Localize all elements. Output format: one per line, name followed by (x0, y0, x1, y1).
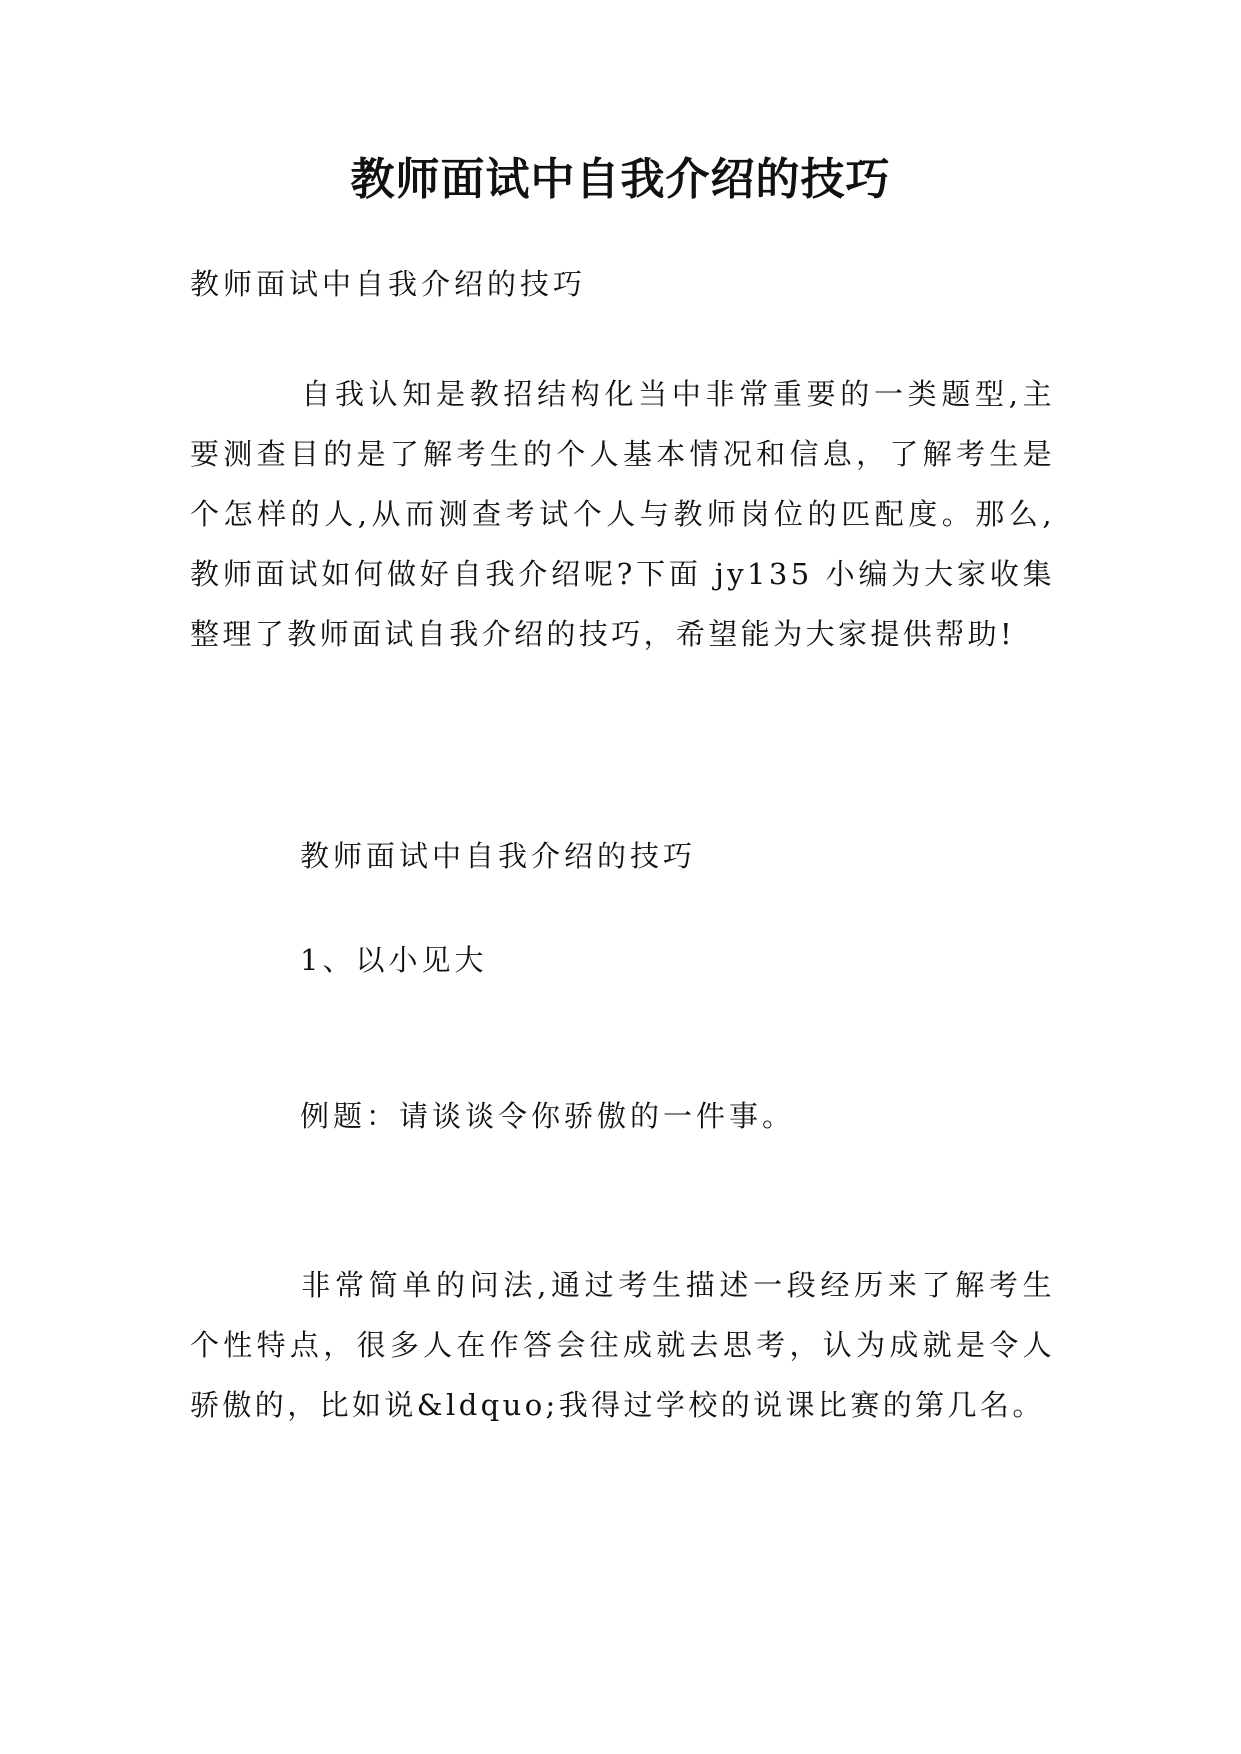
section-heading: 教师面试中自我介绍的技巧 (300, 839, 697, 873)
intro-paragraph (190, 364, 1055, 664)
document-subtitle: 教师面试中自我介绍的技巧 (190, 267, 587, 301)
document-title: 教师面试中自我介绍的技巧 (350, 154, 891, 205)
point-heading: 1、以小见大 (300, 943, 488, 977)
intro-paragraph-text: 自我认知是教招结构化当中非常重要的一类题型,主要测查目的是了解考生的个人基本情况和信息，了解考生是个怎样的人,从而测查考试个人与教师岗位的匹配度。那么,教师面试如何做好自我介绍呢?下面 jy135 小编为大家收集整理了教师面试自我介绍的技巧，希望能为大家提供帮助! (190, 377, 1055, 651)
analysis-paragraph-text: 非常简单的问法,通过考生描述一段经历来了解考生个性特点，很多人在作答会往成就去思考，认为成就是令人骄傲的，比如说&ldquo;我得过学校的说课比赛的第几名。 (190, 1268, 1055, 1422)
example-question: 例题：请谈谈令你骄傲的一件事。 (300, 1099, 796, 1133)
analysis-paragraph (190, 1255, 1055, 1435)
